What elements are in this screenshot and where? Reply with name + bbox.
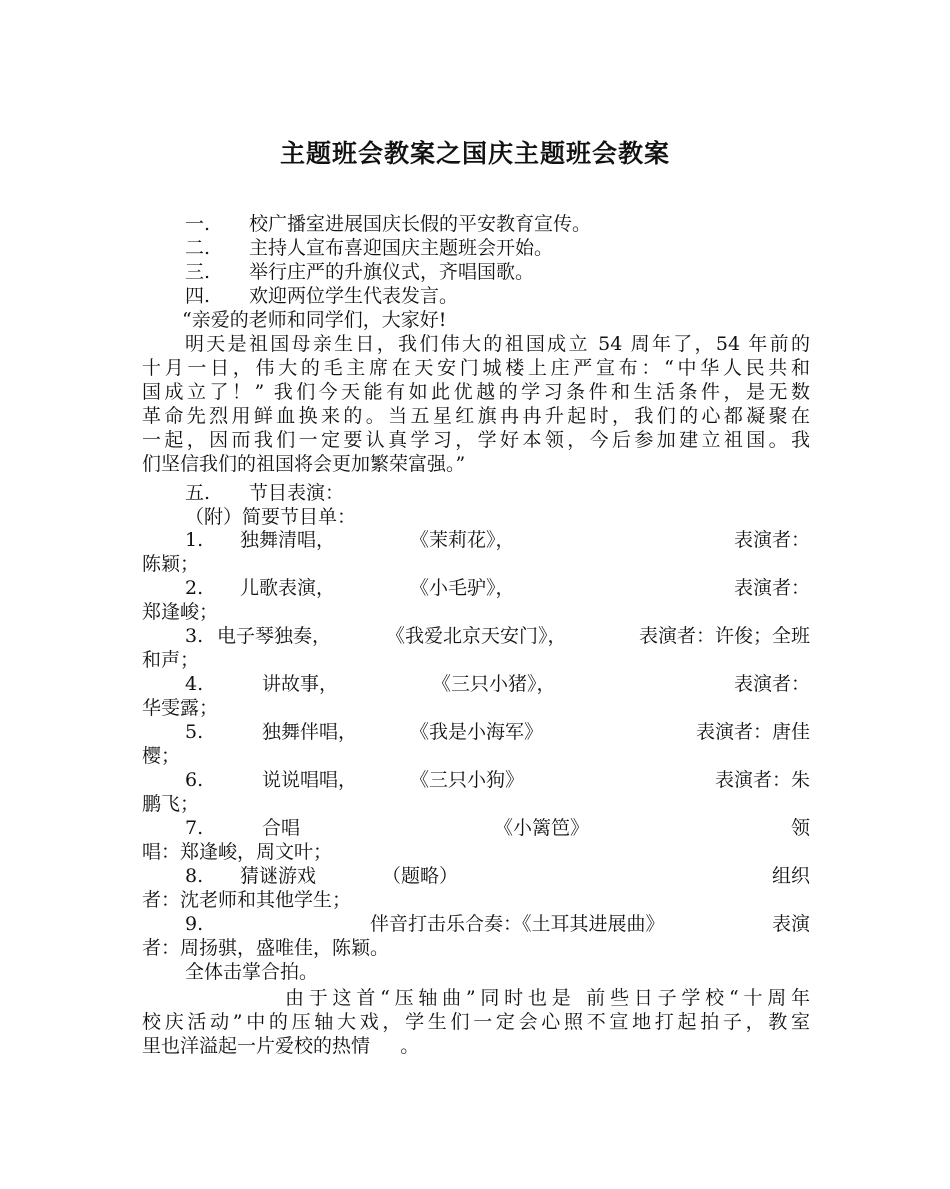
program-title: 《茉莉花》，: [410, 529, 515, 551]
speech-greeting-text: “亲爱的老师和同学们，大家好!: [182, 309, 447, 331]
program-item-continued: 樱；: [142, 745, 181, 767]
closing-paragraph-line: 里也洋溢起一片爱校的热情 。: [142, 1035, 420, 1057]
speech-greeting: [142, 308, 810, 332]
speech-line: 们坚信我们的祖国将会更加繁荣富强。”: [142, 453, 466, 475]
program-performer-label: 表演者：: [733, 577, 810, 599]
step-item: [142, 260, 810, 284]
step-number: 三.: [185, 261, 211, 283]
speech-line: 一起，因而我们一定要认真学习，学好本领，今后参加建立祖国。我: [142, 429, 810, 451]
program-number: 1.: [185, 529, 204, 551]
program-title: 《我爱北京天安门》，: [386, 625, 567, 647]
program-number: 2.: [185, 577, 204, 599]
program-number: 3.: [185, 625, 204, 647]
program-number: 9.: [185, 913, 204, 935]
program-number: 5.: [185, 721, 204, 743]
program-number: 4.: [185, 673, 204, 695]
program-item: [142, 864, 810, 888]
program-performer-label: 表演者：: [733, 673, 810, 695]
program-header: [142, 505, 810, 529]
speech-line: 十月一日，伟大的毛主席在天安门城楼上庄严宣布：“中华人民共和: [142, 357, 810, 379]
program-number: 6.: [185, 769, 204, 791]
program-type: 说说唱唱，: [262, 769, 358, 791]
program-item-continued: 者：周扬骐，盛唯佳，陈颖。: [142, 937, 390, 959]
program-type: 讲故事，: [262, 673, 339, 695]
program-performer-label: 领: [790, 817, 810, 839]
program-item: [142, 720, 810, 744]
program-performer-label: 表演者：: [733, 529, 810, 551]
program-title: 《小篱笆》: [494, 817, 590, 839]
step-item: [142, 481, 810, 505]
step-text: 校广播室进展国庆长假的平安教育宣传。: [249, 213, 592, 235]
program-item-continued: 鹏飞；: [142, 793, 200, 815]
program-type: 独舞伴唱，: [262, 721, 358, 743]
closing-paragraph-line: 校庆活动”中的压轴大戏，学生们一定会心照不宣地打起拍子，教室: [142, 1011, 810, 1033]
document-title: 主题班会教案之国庆主题班会教案: [279, 139, 670, 168]
program-title: （题略）: [382, 865, 459, 887]
program-number: 8.: [185, 865, 204, 887]
program-item-continued: 唱：郑逢峻，周文叶；: [142, 841, 333, 863]
program-item-continued: 华雯露；: [142, 697, 219, 719]
program-header-text: （附）简要节目单：: [185, 506, 357, 528]
program-item: [142, 912, 810, 936]
step-text: 欢迎两位学生代表发言。: [249, 285, 459, 307]
closing-line-text: 全体击掌合拍。: [185, 961, 319, 983]
program-type: 电子琴独奏，: [217, 625, 332, 647]
program-type: 儿歌表演，: [240, 577, 336, 599]
program-performer-label: 表演者：许俊；全班: [638, 625, 810, 647]
speech-line: 革命先烈用鲜血换来的。当五星红旗冉冉升起时，我们的心都凝聚在: [142, 405, 810, 427]
program-item: [142, 576, 810, 600]
program-title: 《三只小猪》，: [432, 673, 556, 695]
program-title: 伴音打击乐合奏：《土耳其进展曲》: [370, 913, 665, 935]
program-performer-label: 组织: [771, 865, 810, 887]
program-item-continued: 和声；: [142, 649, 200, 671]
program-item: [142, 816, 810, 840]
program-title: 《小毛驴》，: [410, 577, 515, 599]
program-item: [142, 528, 810, 552]
step-text: 节目表演：: [249, 482, 345, 504]
program-item: [142, 624, 810, 648]
program-number: 7.: [185, 817, 204, 839]
step-text: 举行庄严的升旗仪式，齐唱国歌。: [249, 261, 535, 283]
speech-line: 明天是祖国母亲生日，我们伟大的祖国成立 54 周年了，54 年前的: [185, 333, 810, 355]
program-item: [142, 672, 810, 696]
closing-paragraph-line: 由于这首“压轴曲”同时也是 前些日子学校“十周年: [285, 987, 810, 1009]
program-item-continued: 郑逢峻；: [142, 601, 219, 623]
program-performer-label: 表演: [771, 913, 810, 935]
step-item: [142, 212, 810, 236]
step-number: 一.: [185, 213, 211, 235]
program-type: 独舞清唱，: [240, 529, 336, 551]
speech-line: 国成立了！” 我们今天能有如此优越的学习条件和生活条件，是无数: [142, 381, 810, 403]
step-item: [142, 236, 810, 260]
program-performer-label: 表演者：唐佳: [695, 721, 810, 743]
program-item: [142, 768, 810, 792]
step-number: 二.: [185, 237, 211, 259]
program-performer-label: 表演者：朱: [714, 769, 810, 791]
closing-line: [142, 960, 810, 984]
step-number: 四.: [185, 285, 211, 307]
program-type: 猜谜游戏: [240, 865, 317, 887]
step-text: 主持人宣布喜迎国庆主题班会开始。: [249, 237, 554, 259]
program-item-continued: 者：沈老师和其他学生；: [142, 889, 352, 911]
step-number: 五.: [185, 482, 211, 504]
program-item-continued: 陈颖；: [142, 553, 200, 575]
step-item: [142, 284, 810, 308]
program-title: 《我是小海军》: [410, 721, 544, 743]
program-title: 《三只小狗》: [410, 769, 525, 791]
program-type: 合唱: [262, 817, 301, 839]
